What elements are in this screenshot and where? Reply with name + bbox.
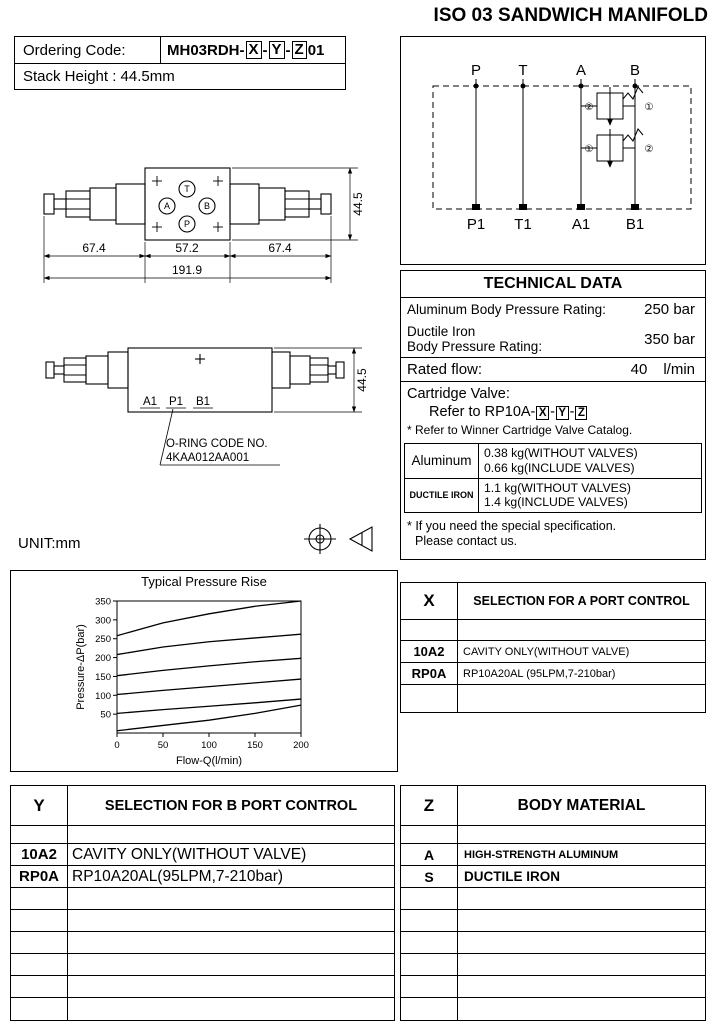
valve-mark-top-left: ② [584,102,594,113]
selection-y-desc-1: RP10A20AL(95LPM,7-210bar) [72,867,284,885]
empty-row [401,976,705,998]
empty-cell [401,888,458,909]
schematic-port-b: B [629,62,641,79]
selection-y-header-row [11,786,394,826]
empty-cell [11,932,68,953]
body-material-row-A [401,844,705,866]
empty-cell [458,932,705,953]
hydraulic-schematic-drawing [401,37,705,264]
empty-cell [11,954,68,975]
selection-y-key: Y [11,786,68,825]
weight-ductile-line2: 1.4 kg(INCLUDE VALVES) [484,495,628,510]
empty-cell [68,954,394,975]
empty-row [11,826,394,844]
cartridge-dash: - [569,404,575,421]
rated-flow-label: Rated flow: [407,361,483,378]
projection-symbol-icon [304,524,336,554]
valve-mark-top-right: ① [644,102,654,113]
oring-code: 4KAA012AA001 [166,452,250,464]
oring-callout [166,438,268,464]
body-material-desc-1: DUCTILE IRON [464,869,560,884]
code-y-box: Y [269,41,285,59]
ductile-pressure-row [401,321,705,358]
empty-row [11,932,394,954]
empty-cell [401,910,458,931]
port-letter-p: P [183,219,191,229]
empty-cell [11,888,68,909]
weight-material-ductile-iron: DUCTILE IRON [405,479,479,512]
empty-cell [458,998,705,1020]
selection-x-header-row [401,583,705,620]
port-label-a1: A1 [142,396,158,408]
valve-mark-bottom-left: ① [584,144,594,155]
code-dash: - [262,41,268,59]
code-prefix: MH03RDH- [167,41,245,59]
body-material-desc-0: HIGH-STRENGTH ALUMINUM [464,848,619,861]
front-view-dimension-labels [355,368,369,392]
cartridge-refer-text: Refer to RP10A- [429,404,536,421]
stack-height-row [15,63,345,89]
selection-x-key: X [401,583,458,619]
empty-cell [401,954,458,975]
empty-cell [458,976,705,997]
top-view-port-letters [164,184,210,229]
selection-x-title: SELECTION FOR A PORT CONTROL [473,594,690,608]
valve-mark-bottom-right: ② [644,144,654,155]
empty-cell [401,998,458,1020]
svg-text:50: 50 [157,740,169,751]
technical-data-title: TECHNICAL DATA [401,271,705,298]
top-view-body [44,168,331,240]
empty-cell [458,685,705,712]
schematic-port-p: P [470,62,482,79]
schematic-port-t1: T1 [514,216,532,233]
chart-title: Typical Pressure Rise [141,574,267,589]
weight-ductile-line1: 1.1 kg(WITHOUT VALVES) [484,480,631,495]
selection-y-row-RP0A [11,866,394,888]
ordering-code-box [14,36,346,90]
page-title: ISO 03 SANDWICH MANIFOLD [433,5,708,26]
svg-text:50: 50 [100,709,111,721]
oring-label: O-RING CODE NO. [166,438,268,450]
empty-cell [458,910,705,931]
body-material-code-0: A [401,844,458,865]
selection-y-table [10,785,395,1021]
empty-row [401,685,705,712]
ductile-pressure-value: 350 bar [644,330,695,348]
dim-height-top-view: 44.5 [351,192,365,216]
dim-height-front-view: 44.5 [355,368,369,392]
weight-row-ductile-iron [405,478,701,512]
ordering-code-label: Ordering Code: [15,37,161,63]
empty-cell [11,976,68,997]
schematic-port-t: T [518,62,528,79]
ductile-pressure-label [407,324,542,354]
empty-cell [68,976,394,997]
empty-row [401,954,705,976]
schematic-bottom-port-labels [467,216,644,233]
hydraulic-schematic-panel [400,36,706,265]
body-material-code-1: S [401,866,458,887]
dim-left: 67.4 [82,241,106,255]
empty-cell [11,998,68,1020]
schematic-port-p1: P1 [466,216,486,233]
cartridge-dash: - [550,404,555,421]
svg-text:200: 200 [95,653,111,665]
svg-text:150: 150 [95,671,111,683]
selection-x-table [400,582,706,713]
cartridge-valve-section [401,382,705,441]
svg-text:0: 0 [114,740,120,751]
cartridge-note: * Refer to Winner Cartridge Valve Catalog. [407,423,633,438]
selection-x-row-10A2 [401,641,705,663]
svg-text:350: 350 [95,596,111,608]
svg-text:150: 150 [247,740,263,751]
selection-x-code-0: 10A2 [401,641,458,662]
weight-row-aluminum [405,444,701,477]
port-label-b1: B1 [195,396,211,408]
schematic-port-a: A [575,62,587,79]
selection-x-row-RP0A [401,663,705,685]
schematic-port-nodes [472,84,639,211]
empty-cell [401,826,458,843]
empty-cell [458,954,705,975]
code-z-box: Z [292,41,307,59]
port-letter-b: B [203,201,211,211]
empty-cell [401,932,458,953]
cartridge-valve-title: Cartridge Valve: [407,386,510,402]
code-suffix: 01 [307,41,325,59]
body-material-header-row [401,786,705,826]
selection-x-code-1: RP0A [401,663,458,684]
ordering-code-row [15,37,345,63]
empty-row [401,826,705,844]
dimension-drawings [10,95,395,565]
technical-data-panel [400,270,706,560]
svg-text:100: 100 [201,740,217,751]
unit-label: UNIT:mm [18,535,81,552]
svg-text:Flow-Q(l/min): Flow-Q(l/min) [176,755,242,767]
empty-row [401,932,705,954]
selection-y-desc-0: CAVITY ONLY(WITHOUT VALVE) [72,845,307,863]
weight-values-aluminum [479,444,701,477]
svg-text:100: 100 [95,690,111,702]
rated-flow-row [401,358,705,382]
schematic-top-port-labels [471,62,640,79]
empty-cell [11,910,68,931]
weight-material-aluminum: Aluminum [405,444,479,477]
empty-cell [11,826,68,843]
weight-aluminum-line1: 0.38 kg(WITHOUT VALVES) [484,446,638,461]
empty-cell [68,888,394,909]
aluminum-pressure-label: Aluminum Body Pressure Rating: [407,302,606,317]
port-label-p1: P1 [168,396,184,408]
rated-flow-number: 40 [630,361,648,378]
empty-row [11,954,394,976]
empty-cell [458,826,705,843]
cartridge-y-box: Y [556,406,569,420]
cartridge-z-box: Z [575,406,587,420]
empty-row [11,888,394,910]
empty-cell [68,932,394,953]
weight-table [404,443,702,513]
top-view-dimension-labels [82,192,365,277]
selection-y-row-10A2 [11,844,394,866]
empty-row [401,910,705,932]
chart-plot [11,589,397,771]
schematic-port-b1: B1 [625,216,645,233]
port-letter-t: T [184,184,190,194]
selection-x-desc-0: CAVITY ONLY(WITHOUT VALVE) [463,645,630,658]
svg-text:250: 250 [95,634,111,646]
selection-x-desc-1: RP10A20AL (95LPM,7-210bar) [463,667,616,680]
stack-height-label: Stack Height : 44.5mm [23,68,175,85]
empty-row [11,910,394,932]
ordering-code-value [161,41,345,59]
cone-symbol-icon [350,527,372,551]
cartridge-refer-line [407,403,699,421]
selection-y-code-1: RP0A [11,866,68,887]
code-x-box: X [246,41,262,59]
body-material-row-S [401,866,705,888]
body-material-table [400,785,706,1021]
empty-row [11,976,394,998]
dim-right: 67.4 [268,241,292,255]
empty-cell [68,998,394,1020]
empty-cell [401,976,458,997]
code-dash: - [285,41,291,59]
rated-flow-unit: l/min [663,361,695,378]
aluminum-pressure-row [401,298,705,321]
empty-cell [458,888,705,909]
empty-cell [401,620,458,640]
svg-text:300: 300 [95,615,111,627]
selection-y-title: SELECTION FOR B PORT CONTROL [104,797,358,814]
weight-values-ductile-iron [479,479,701,512]
footnote-line1: * If you need the special specification. [407,518,617,533]
rated-flow-value [631,361,699,378]
body-material-key: Z [401,786,458,825]
empty-row [401,888,705,910]
pressure-rise-chart-panel [10,570,398,772]
schematic-valve-marks [585,102,654,155]
empty-row [11,998,394,1020]
ductile-pressure-label-line2: Body Pressure Rating: [407,339,543,354]
ductile-pressure-label-line1: Ductile Iron [407,324,476,339]
dim-mid: 57.2 [175,241,199,255]
empty-cell [68,826,394,843]
empty-cell [401,685,458,712]
manifold-drawing [10,95,395,565]
selection-y-code-0: 10A2 [11,844,68,865]
svg-text:200: 200 [293,740,309,751]
empty-cell [458,620,705,640]
empty-row [401,620,705,641]
front-view-port-labels [143,396,210,408]
body-material-title: BODY MATERIAL [517,796,646,814]
empty-cell [68,910,394,931]
port-letter-a: A [163,201,171,211]
dim-total: 191.9 [171,263,203,277]
cartridge-x-box: X [536,406,549,420]
footnote-line2: Please contact us. [415,534,518,549]
svg-text:Pressure-ΔP(bar): Pressure-ΔP(bar) [75,624,87,710]
weight-aluminum-line2: 0.66 kg(INCLUDE VALVES) [484,460,635,475]
aluminum-pressure-value: 250 bar [644,301,695,318]
empty-row [401,998,705,1020]
technical-footnote [401,515,705,554]
schematic-port-a1: A1 [571,216,591,233]
